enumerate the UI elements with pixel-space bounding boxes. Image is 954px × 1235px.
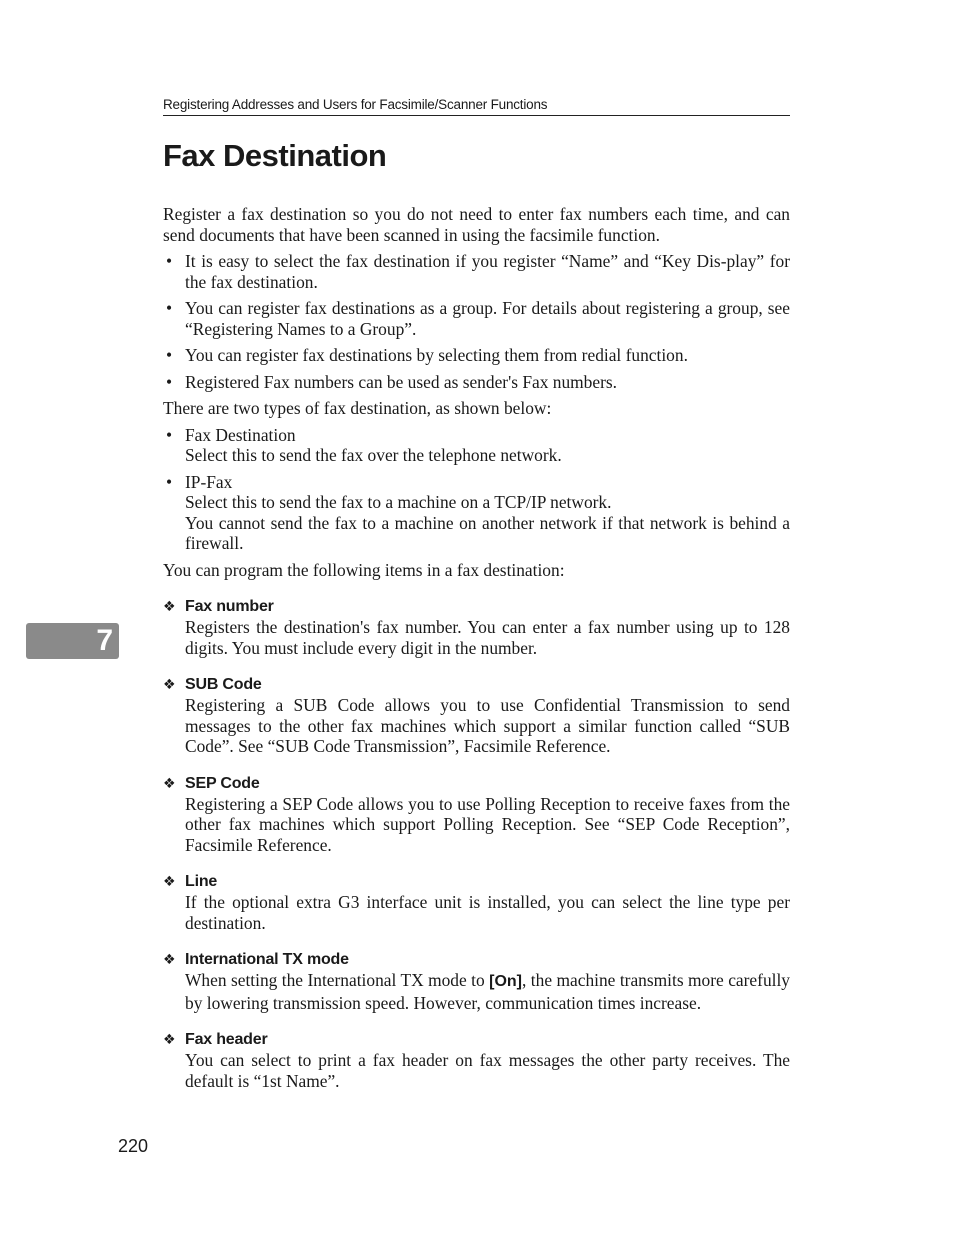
bullet-icon: • bbox=[166, 345, 173, 365]
diamond-icon: ❖ bbox=[163, 873, 176, 889]
page-number: 220 bbox=[118, 1136, 149, 1156]
list-item: • Registered Fax numbers can be used as sender's Fax numbers. bbox=[166, 371, 617, 392]
bullet-icon: • bbox=[166, 424, 173, 445]
types-intro: There are two types of fax destination, as shown below: bbox=[163, 398, 552, 418]
item-body: Registers the destination's fax number. You can enter a fax number using up to 128 digits. You must include every digit in the number. bbox=[185, 617, 790, 658]
item-line bbox=[163, 871, 790, 933]
main-content bbox=[163, 204, 790, 1091]
bullet-icon: • bbox=[166, 251, 173, 271]
item-heading: ❖ International TX mode bbox=[163, 951, 349, 968]
type-description: Select this to send the fax over the telephone network. bbox=[185, 445, 562, 465]
running-header: Registering Addresses and Users for Facsimile/Scanner Functions bbox=[163, 96, 790, 116]
bullet-icon: • bbox=[166, 371, 173, 392]
diamond-icon: ❖ bbox=[163, 676, 176, 692]
destination-types-list bbox=[163, 425, 790, 554]
list-item bbox=[163, 425, 790, 466]
bullet-icon: • bbox=[166, 471, 173, 492]
bullet-icon: • bbox=[166, 298, 173, 318]
type-name: IP-Fax bbox=[185, 471, 233, 492]
key-label-on: [On] bbox=[489, 973, 522, 990]
item-sep-code bbox=[163, 773, 790, 856]
diamond-icon: ❖ bbox=[163, 598, 176, 614]
intro-paragraph: Register a fax destination so you do not need to enter fax numbers each time, and can send documents that have been scanned in using the facsimile function. bbox=[163, 204, 790, 245]
item-body: When setting the International TX mode to [On], the machine transmits more carefully by lowering transmission speed. However, communication times increase. bbox=[185, 970, 791, 1013]
item-fax-header bbox=[163, 1029, 790, 1091]
item-fax-number bbox=[163, 596, 790, 658]
list-item: • It is easy to select the fax destination if you register “Name” and “Key Dis-play” for the fax destination. bbox=[166, 251, 790, 292]
list-item bbox=[163, 472, 790, 554]
diamond-icon: ❖ bbox=[163, 1031, 176, 1047]
item-body: If the optional extra G3 interface unit is installed, you can select the line type per destination. bbox=[185, 892, 790, 933]
diamond-icon: ❖ bbox=[163, 774, 176, 791]
item-heading: ❖ SEP Code bbox=[163, 774, 260, 792]
item-body: Registering a SEP Code allows you to use Polling Reception to receive faxes from the other fax machines which support Polling Reception. See “SEP Code Reception”, Facsimile Reference. bbox=[185, 793, 790, 855]
item-heading: ❖ SUB Code bbox=[163, 676, 262, 693]
item-body: Registering a SUB Code allows you to use Confidential Transmission to send messages to the other fax machines which support a similar function called “SUB Code”. See “SUB Code Transmission”, Facsimile Reference. bbox=[185, 695, 790, 756]
item-heading: ❖ Fax number bbox=[163, 598, 274, 615]
page-title: Fax Destination bbox=[163, 138, 387, 173]
item-international-tx-mode bbox=[163, 949, 790, 1013]
type-description: Select this to send the fax to a machine on a TCP/IP network. bbox=[185, 492, 612, 512]
item-heading: ❖ Fax header bbox=[163, 1031, 268, 1048]
item-heading: ❖ Line bbox=[163, 873, 218, 890]
type-description: You cannot send the fax to a machine on another network if that network is behind a firewall. bbox=[185, 512, 790, 553]
item-body: You can select to print a fax header on fax messages the other party receives. The default is “1st Name”. bbox=[185, 1050, 790, 1091]
type-name: Fax Destination bbox=[185, 424, 296, 445]
feature-list bbox=[163, 251, 790, 392]
list-item: • You can register fax destinations by selecting them from redial function. bbox=[166, 345, 688, 365]
item-sub-code bbox=[163, 674, 790, 757]
chapter-tab: 7 bbox=[26, 623, 119, 659]
program-intro: You can program the following items in a fax destination: bbox=[163, 559, 565, 580]
list-item: • You can register fax destinations as a group. For details about registering a group, see “Registering Names to a Group”. bbox=[166, 298, 790, 339]
diamond-icon: ❖ bbox=[163, 951, 176, 967]
